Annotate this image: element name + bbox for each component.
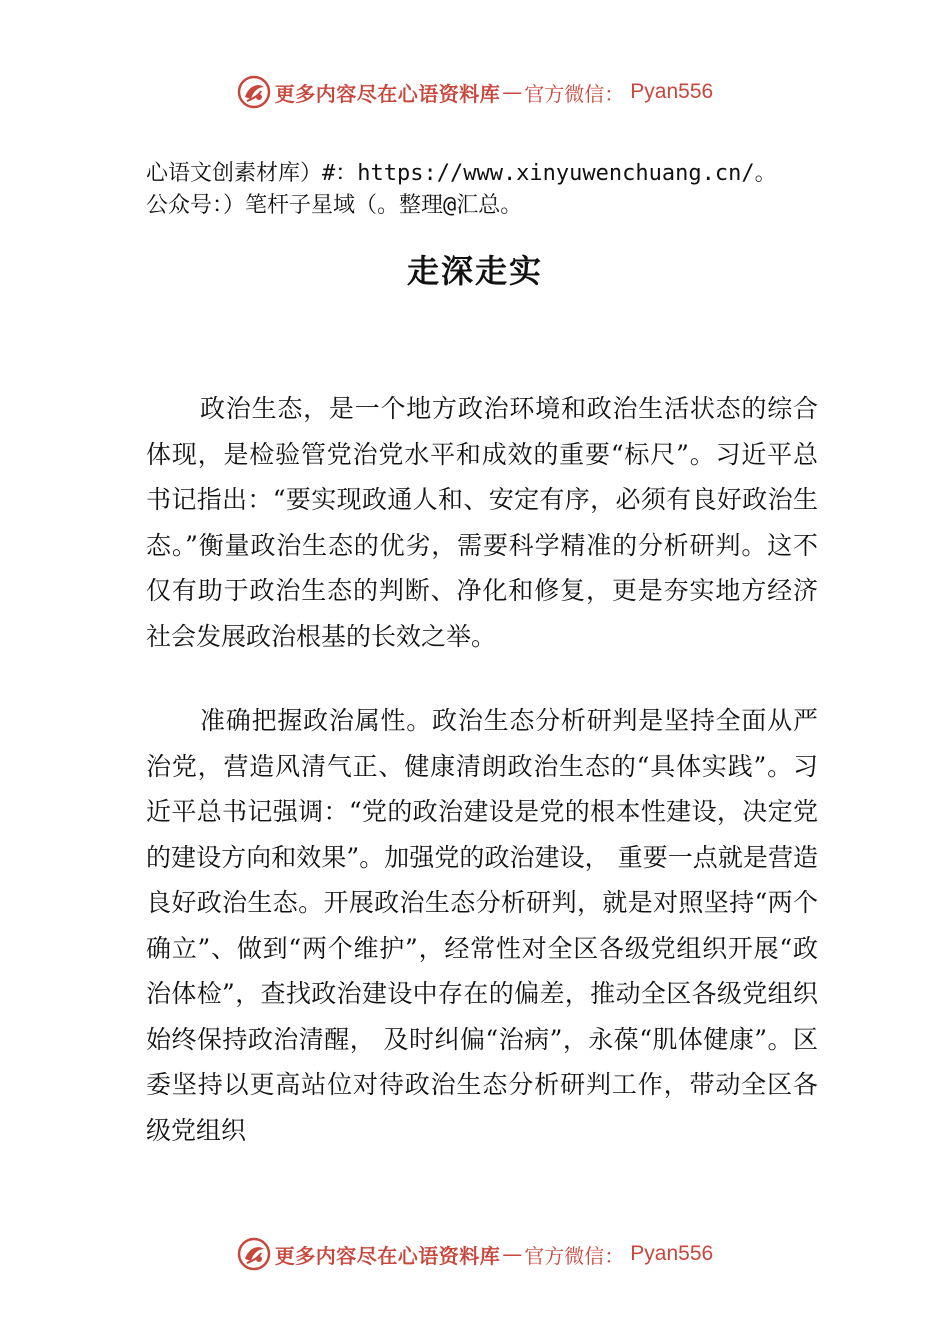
source-line-account: 公众号：）笔杆子星域（。整理@汇总。 bbox=[146, 193, 523, 218]
brand-logo-icon bbox=[237, 1237, 271, 1271]
banner-separator: — bbox=[502, 80, 523, 104]
paragraph-1: 政治生态，是一个地方政治环境和政治生活状态的综合体现，是检验管党治党水平和成效的重要“标尺”。习近平总书记指出：“要实现政通人和、安定有序，必须有良好政治生态。”衡量政治生态的优劣，需要科学精准的分析研判。这不仅有助于政治生态的判断、净化和修复，更是夯实地方经济社会发展政治根基的长效之举。 bbox=[146, 394, 818, 651]
source-info bbox=[146, 158, 846, 222]
brand-logo-icon bbox=[237, 75, 271, 109]
paragraph-2: 准确把握政治属性。政治生态分析研判是坚持全面从严治党，营造风清气正、健康清朗政治生态的“具体实践”。习近平总书记强调：“党的政治建设是党的根本性建设，决定党的建设方向和效果”。加强党的政治建设， 重要一点就是营造良好政治生态。开展政治生态分析研判，就是对照坚持“两个确立”、做到“两个维护”，经常性对全区各级党组织开展“政治体检”，查找政治建设中存在的偏差，推动全区各级党组织始终保持政治清醒， 及时纠偏“治病”，永葆“肌体健康”。区委坚持以更高站位对待政治生态分析研判工作，带动全区各级党组织 bbox=[146, 706, 818, 1145]
source-line-website: 心语文创素材库）#：https://www.xinyuwenchuang.cn/。 bbox=[146, 161, 777, 186]
header-banner bbox=[0, 72, 950, 112]
banner-text: 更多内容尽在心语资料库 bbox=[274, 81, 501, 106]
banner-wechat-label: 官方微信： bbox=[524, 81, 625, 106]
banner-text: 更多内容尽在心语资料库 bbox=[274, 1243, 501, 1268]
footer-banner bbox=[0, 1234, 950, 1274]
banner-wechat-id: Pyan556 bbox=[630, 80, 714, 103]
banner-wechat-id: Pyan556 bbox=[630, 1242, 714, 1265]
banner-wechat-label: 官方微信： bbox=[524, 1243, 625, 1268]
document-title: 走深走实 bbox=[406, 252, 543, 290]
banner-separator: — bbox=[502, 1242, 523, 1266]
